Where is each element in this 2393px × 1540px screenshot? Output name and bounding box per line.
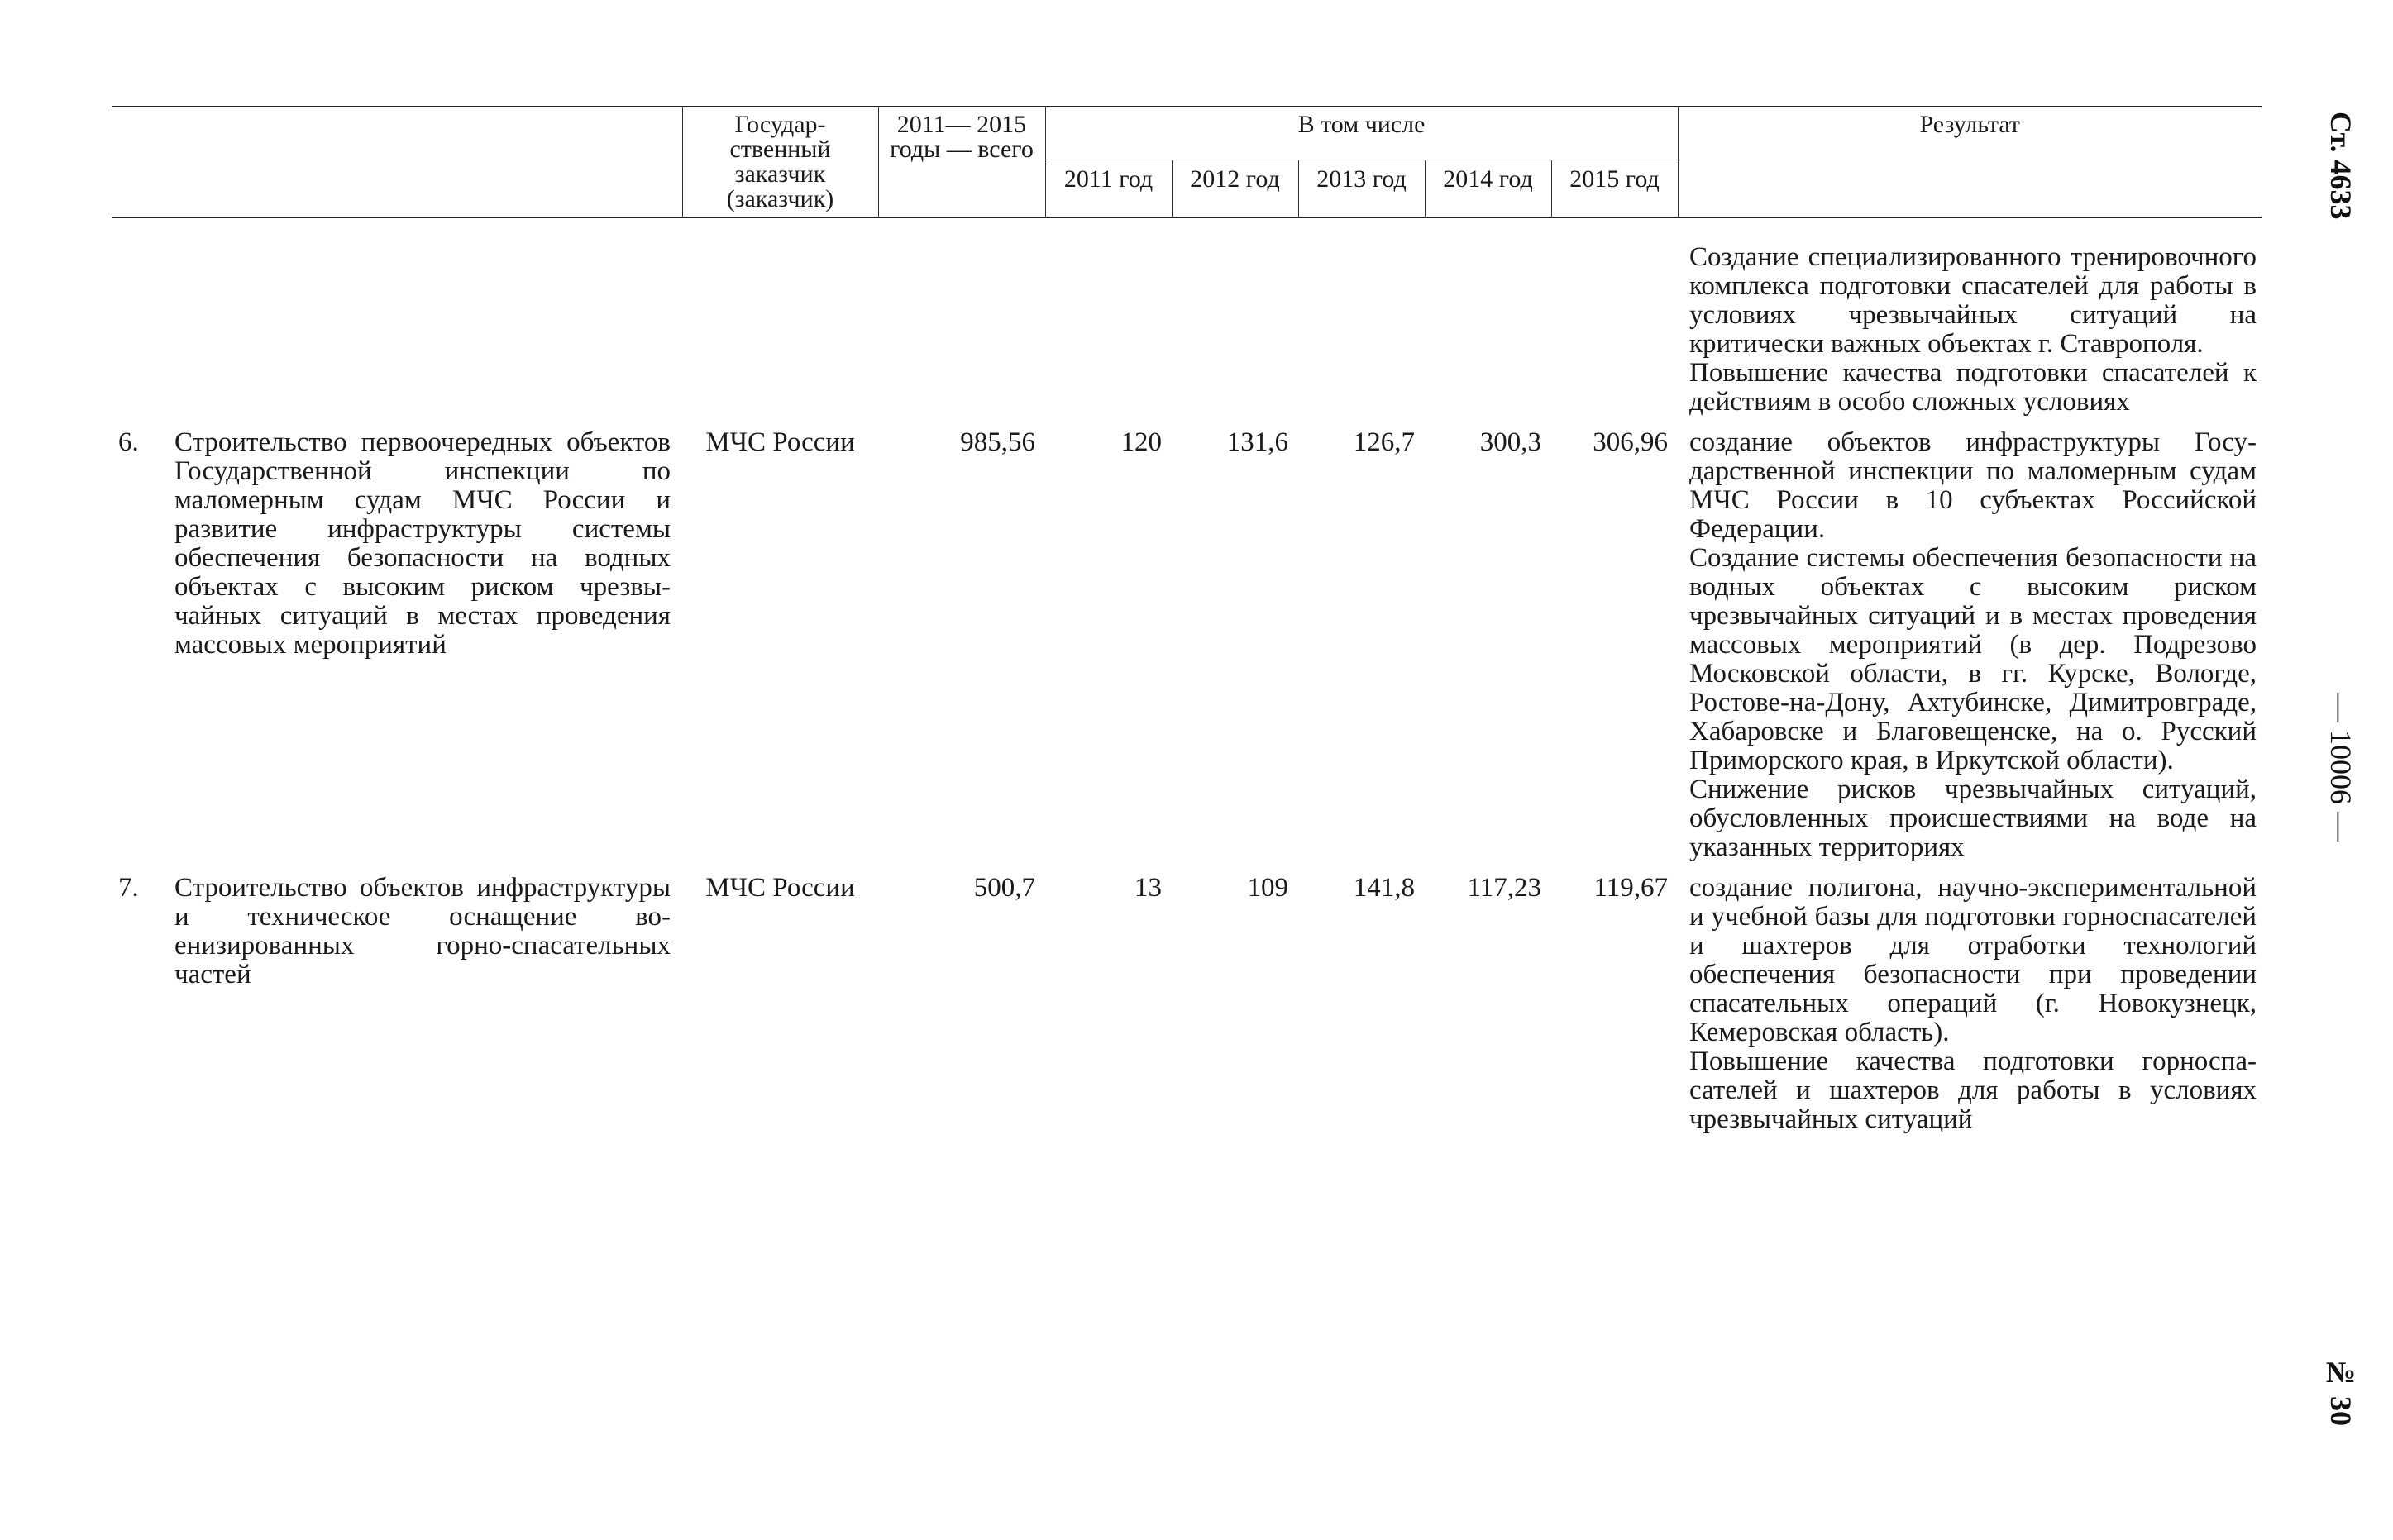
customer-cell: МЧС России <box>705 427 855 457</box>
article-number: Ст. 4633 <box>2324 112 2357 220</box>
year-2015-cell: 306,96 <box>1593 427 1669 457</box>
header-year-2012: 2012 год <box>1172 160 1298 217</box>
result-paragraph: Снижение рисков чрезвычайных ситуаций, обусловленных происшествиями на воде на указанных территориях <box>1689 775 2257 862</box>
table-row <box>112 874 2262 1134</box>
header-year-2015: 2015 год <box>1551 160 1678 217</box>
year-2011-cell: 13 <box>1134 873 1162 903</box>
header-year-2014: 2014 год <box>1425 160 1551 217</box>
result-paragraph: создание объектов инфраструктуры Государственной инспекции по маломерным судам МЧС России в 10 субъектах Российской Федерации. <box>1689 427 2257 544</box>
result-paragraph: Повышение качества подготовки горноспасателей и шахтеров для работы в условиях чрезвычайных ситуаций <box>1689 1047 2257 1134</box>
result-paragraph: Повышение качества подготовки спасателей к действиям в особо сложных условиях <box>1689 358 2257 417</box>
row-number: 6. <box>118 427 139 457</box>
total-cell: 500,7 <box>973 873 1035 903</box>
year-2014-cell: 117,23 <box>1467 873 1541 903</box>
year-2013-cell: 141,8 <box>1353 873 1415 903</box>
issue-number: № 30 <box>2324 1356 2357 1426</box>
header-total: 2011— 2015 годы — всего <box>878 107 1045 217</box>
year-2012-cell: 131,6 <box>1226 427 1288 457</box>
customer-cell: МЧС России <box>705 873 855 903</box>
table-header <box>112 107 2262 217</box>
header-including: В том числе <box>1045 107 1678 160</box>
year-2012-cell: 109 <box>1247 873 1288 903</box>
header-year-2013: 2013 год <box>1298 160 1425 217</box>
result-paragraph: Создание системы обеспечения безопасности на водных объектах с высоким риском чрезвычайных ситуаций и в местах проведения массовых мероприятий (в дер. Подрезово Московской области, в гг. Курске, Вологде, Ростове-на-Дону, Ахтубинске, Димитровграде, Хабаровске и Благовещенске, на о. Русский Приморского края, в Иркутской области). <box>1689 543 2257 775</box>
year-2013-cell: 126,7 <box>1353 427 1415 457</box>
document-page <box>112 106 2262 1134</box>
table-row-carryover <box>112 243 2262 417</box>
page-number: — 10006 — <box>2324 693 2357 842</box>
total-cell: 985,56 <box>960 427 1035 457</box>
result-paragraph: создание полигона, научно-экспериментальной и учебной базы для подготовки горноспасателей и шахтеров для отработки технологий обеспечения безопасности при проведении спасательных операций (г. Новокузнецк, Кемеровская область). <box>1689 873 2257 1047</box>
year-2014-cell: 300,3 <box>1479 427 1541 457</box>
row-number: 7. <box>118 873 139 903</box>
result-cell <box>1678 874 2262 1134</box>
header-year-2011: 2011 год <box>1045 160 1172 217</box>
year-2011-cell: 120 <box>1120 427 1162 457</box>
event-name: Строительство первоочередных объектов Государственной инспекции по маломерным судам МЧС России и развитие инфраструктуры системы обеспечения безопасности на водных объектах с высоким риском чрезвычайных ситуаций в местах проведения массовых мероприятий <box>174 427 671 660</box>
program-table <box>112 106 2262 1134</box>
result-paragraph: Создание специализированного тренировочного комплекса подготовки спасателей для работы в условиях чрезвычайных ситуаций на критически важных объектах г. Ставрополя. <box>1689 242 2257 359</box>
header-empty <box>112 107 682 217</box>
result-cell <box>1678 243 2262 417</box>
event-name: Строительство объектов инфраструктуры и техническое оснащение военизированных горно-спасательных частей <box>174 873 671 989</box>
year-2015-cell: 119,67 <box>1593 873 1669 903</box>
header-result: Результат <box>1678 107 2262 217</box>
table-row <box>112 428 2262 862</box>
header-customer: Государ-ственный заказчик (заказчик) <box>682 107 878 217</box>
result-cell <box>1678 428 2262 862</box>
